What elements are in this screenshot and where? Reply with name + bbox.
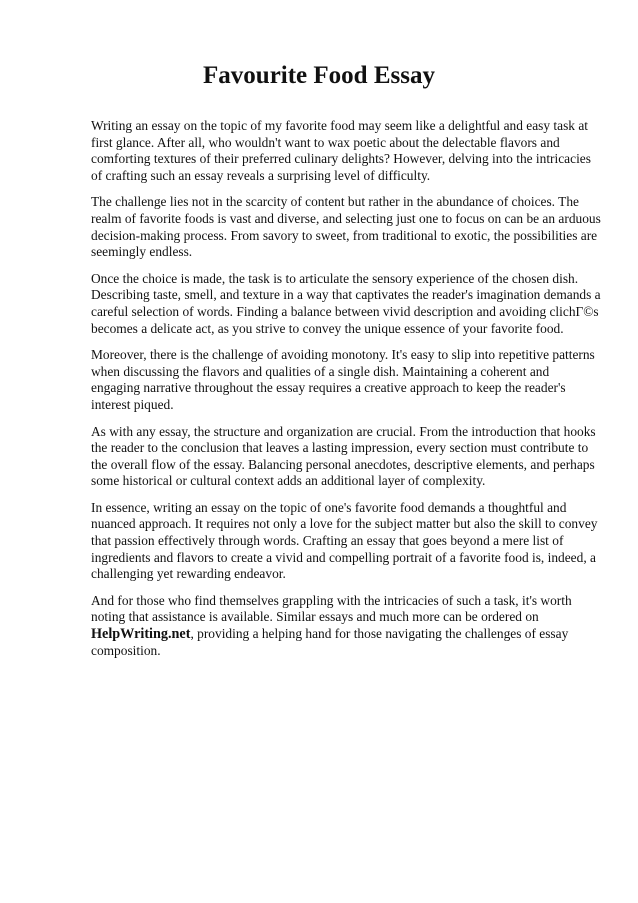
document-title: Favourite Food Essay [203,62,435,89]
paragraph-7-text-after-link: , providing a helping hand for those navigating the challenges of essay composition. [91,626,569,658]
paragraph-6: In essence, writing an essay on the topic of one's favorite food demands a thoughtful and nuanced approach. It requires not only a love for the subject matter but also the skill to convey that passion effectively through words. Crafting an essay that goes beyond a mere list of ingredients and flavors to create a vivid and compelling portrait of a favorite food is, indeed, a challenging yet rewarding endeavor. [91,499,598,582]
paragraph-3: Once the choice is made, the task is to articulate the sensory experience of the chosen dish. Describing taste, smell, and texture in a way that captivates the reader's imagination demands a careful selection of words. Finding a balance between vivid description and avoiding clichΓ©s becomes a delicate act, as you strive to convey the unique essence of your favorite food. [91,270,601,336]
paragraph-2: The challenge lies not in the scarcity of content but rather in the abundance of choices. The realm of favorite foods is vast and diverse, and selecting just one to focus on can be an arduous decision-making process. From savory to sweet, from traditional to exotic, the possibilities are seemingly endless. [91,194,601,260]
document-body [91,118,601,669]
paragraph-5: As with any essay, the structure and organization are crucial. From the introduction that hooks the reader to the conclusion that leaves a lasting impression, every section must contribute to the overall flow of the essay. Balancing personal anecdotes, descriptive elements, and perhaps some historical or cultural context adds an additional layer of complexity. [91,423,596,489]
paragraph-7 [91,593,601,659]
helpwriting-link[interactable]: HelpWriting.net [91,626,191,643]
paragraph-4: Moreover, there is the challenge of avoiding monotony. It's easy to slip into repetitive patterns when discussing the flavors and qualities of a single dish. Maintaining a coherent and engaging narrative throughout the essay requires a creative approach to keep the reader's interest piqued. [91,347,595,412]
paragraph-7-text-before-link: And for those who find themselves grappling with the intricacies of such a task, it's worth noting that assistance is available. Similar essays and much more can be ordered on [91,592,572,625]
paragraph-1: Writing an essay on the topic of my favorite food may seem like a delightful and easy task at first glance. After all, who wouldn't want to wax poetic about the delectable flavors and comforting textures of their preferred culinary delights? However, delving into the intricacies of crafting such an essay reveals a surprising level of difficulty. [91,118,591,183]
